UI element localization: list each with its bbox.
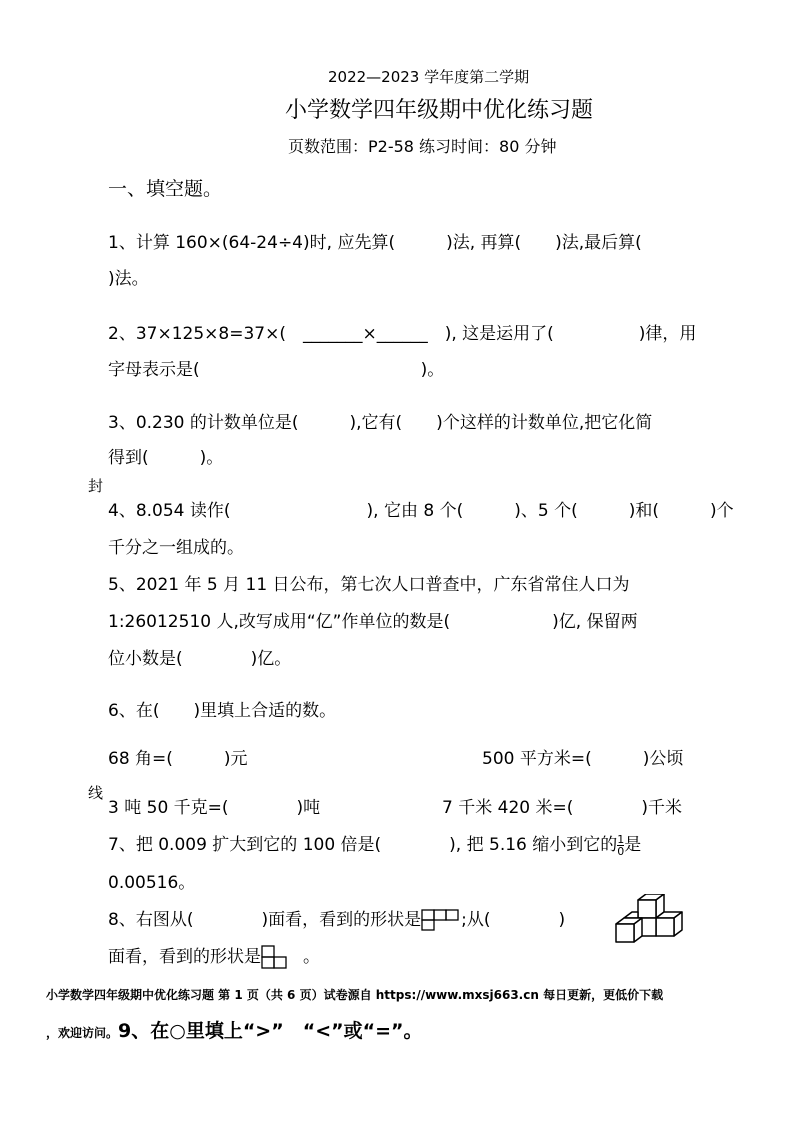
side-view-shape-icon [261,945,289,969]
question-6-item-a: 68 角=( )元 [108,749,248,769]
question-7-line-2: 0.00516。 [108,873,196,893]
question-8-text-2-after: 。 [303,947,320,967]
top-view-shape-icon [421,909,461,931]
question-6-item-d: 7 千米 420 米=( )千米 [442,798,682,818]
question-5-line-3: 位小数是( )亿。 [108,649,292,669]
question-5-line-2: 1:26012510 人,改写成用“亿”作单位的数是( )亿, 保留两 [108,612,638,632]
fraction-numerator: 1 [617,832,625,846]
cube-stack-figure [612,894,688,948]
question-9-title: 9、在○里填上“>” “<”或“=”。 [118,1020,423,1042]
question-8-text-after: ;从( ) [461,910,566,930]
question-8-line-1 [108,905,565,931]
question-6-item-b: 500 平方米=( )公顷 [482,749,684,769]
question-4-line-2: 千分之一组成的。 [108,538,244,558]
section-title: 一、填空题。 [108,178,223,200]
question-7-text-before: 7、把 0.009 扩大到它的 100 倍是( ), 把 5.16 缩小到它的 [108,835,618,855]
question-2-line-1: 2、37×125×8=37×( _______×______ ), 这是运用了( )律，用 [108,324,697,344]
question-6-item-c: 3 吨 50 千克=( )吨 [108,798,321,818]
question-3-line-2: 得到( )。 [108,448,224,468]
question-3-line-1: 3、0.230 的计数单位是( ),它有( )个这样的计数单位,把它化简 [108,413,653,433]
question-5-line-1: 5、2021 年 5 月 11 日公布，第七次人口普查中，广东省常住人口为 [108,575,630,595]
binding-mark-xian: 线 [88,784,104,802]
question-7-text-after: 是 [624,835,642,855]
page-info: 页数范围：P2-58 练习时间：80 分钟 [288,137,557,156]
footer-line-2 [46,1016,423,1043]
question-2-line-2: 字母表示是( )。 [108,360,445,380]
question-8-text-before: 8、右图从( )面看，看到的形状是 [108,910,422,930]
footer-welcome: ，欢迎访问。 [46,1026,119,1040]
question-8-text-2-before: 面看，看到的形状是 [108,947,261,967]
question-4-line-1: 4、8.054 读作( ), 它由 8 个( )、5 个( )和( )个 [108,501,734,521]
question-1-line-1: 1、计算 160×(64-24÷4)时, 应先算( )法, 再算( )法,最后算( [108,233,642,253]
binding-mark-feng: 封 [88,477,104,495]
question-6-line-1: 6、在( )里填上合适的数。 [108,701,337,721]
question-7-line-1 [108,830,641,857]
footer-line: 小学数学四年级期中优化练习题 第 1 页（共 6 页）试卷源自 https://www.mxsj663.cn 每日更新，更低价下载 [46,988,664,1002]
question-8-line-2 [108,942,320,969]
fraction-denominator: 0 [617,844,625,858]
term-label: 2022—2023 学年度第二学期 [328,68,530,86]
page-title: 小学数学四年级期中优化练习题 [285,98,594,123]
question-1-line-2: )法。 [108,269,149,289]
